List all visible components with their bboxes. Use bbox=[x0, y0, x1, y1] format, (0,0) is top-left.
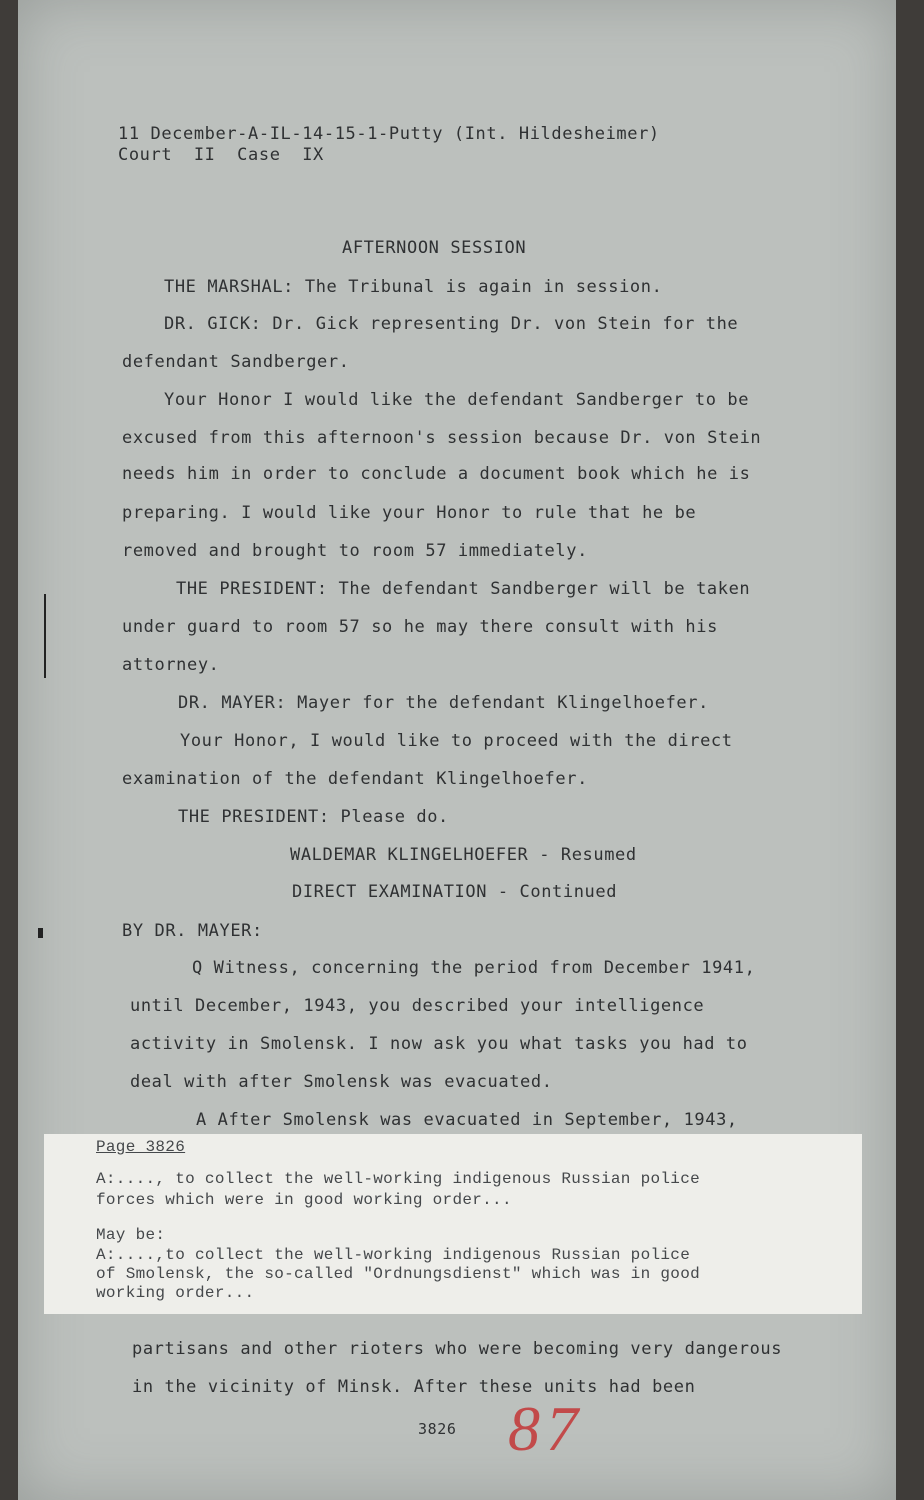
transcript-line: DR. GICK: Dr. Gick representing Dr. von Stein for the bbox=[164, 314, 739, 334]
transcript-line: THE PRESIDENT: Please do. bbox=[178, 807, 449, 827]
page-number: 3826 bbox=[418, 1420, 457, 1438]
transcript-line: deal with after Smolensk was evacuated. bbox=[130, 1072, 553, 1092]
transcript-line: examination of the defendant Klingelhoefer. bbox=[122, 769, 588, 789]
transcript-line: THE PRESIDENT: The defendant Sandberger will be taken bbox=[176, 579, 751, 599]
margin-rule bbox=[44, 594, 46, 678]
transcript-line: activity in Smolensk. I now ask you what tasks you had to bbox=[130, 1034, 748, 1054]
margin-dot bbox=[38, 928, 43, 938]
transcript-line: until December, 1943, you described your intelligence bbox=[130, 996, 705, 1016]
header-court-case: Court II Case IX bbox=[118, 145, 324, 165]
examination-heading: DIRECT EXAMINATION - Continued bbox=[292, 882, 618, 902]
session-title: AFTERNOON SESSION bbox=[342, 238, 527, 258]
question-line: Q Witness, concerning the period from December 1941, bbox=[192, 958, 756, 978]
transcript-line: BY DR. MAYER: bbox=[122, 921, 263, 941]
slip-original-line: A:...., to collect the well-working indigenous Russian police bbox=[96, 1170, 700, 1188]
witness-heading: WALDEMAR KLINGELHOEFER - Resumed bbox=[290, 845, 637, 865]
handwritten-archive-number: 87 bbox=[508, 1393, 584, 1464]
transcript-line: Your Honor, I would like to proceed with the direct bbox=[180, 731, 733, 751]
transcript-line: DR. MAYER: Mayer for the defendant Klingelhoefer. bbox=[178, 693, 709, 713]
transcript-line: excused from this afternoon's session because Dr. von Stein bbox=[122, 428, 762, 448]
transcript-line: preparing. I would like your Honor to rule that he be bbox=[122, 503, 697, 523]
transcript-line: removed and brought to room 57 immediately. bbox=[122, 541, 588, 561]
slip-original-line: forces which were in good working order... bbox=[96, 1191, 512, 1209]
transcript-line: needs him in order to conclude a document book which he is bbox=[122, 464, 751, 484]
transcript-line: THE MARSHAL: The Tribunal is again in session. bbox=[164, 277, 663, 297]
transcript-line: attorney. bbox=[122, 655, 220, 675]
transcript-line: defendant Sandberger. bbox=[122, 352, 350, 372]
correction-slip bbox=[44, 1134, 862, 1314]
slip-label: May be: bbox=[96, 1226, 166, 1244]
transcript-line: under guard to room 57 so he may there consult with his bbox=[122, 617, 718, 637]
transcript-line: in the vicinity of Minsk. After these units had been bbox=[132, 1377, 696, 1397]
transcript-line: partisans and other rioters who were becoming very dangerous bbox=[132, 1339, 783, 1359]
slip-page-label: Page 3826 bbox=[96, 1138, 186, 1156]
header-reference: 11 December-A-IL-14-15-1-Putty (Int. Hildesheimer) bbox=[118, 124, 660, 144]
slip-corrected-line: of Smolensk, the so-called "Ordnungsdienst" which was in good bbox=[96, 1265, 700, 1283]
transcript-line: Your Honor I would like the defendant Sandberger to be bbox=[164, 390, 750, 410]
answer-line: A After Smolensk was evacuated in September, 1943, bbox=[196, 1110, 738, 1130]
slip-corrected-line: A:....,to collect the well-working indigenous Russian police bbox=[96, 1246, 691, 1264]
slip-corrected-line: working order... bbox=[96, 1284, 255, 1302]
